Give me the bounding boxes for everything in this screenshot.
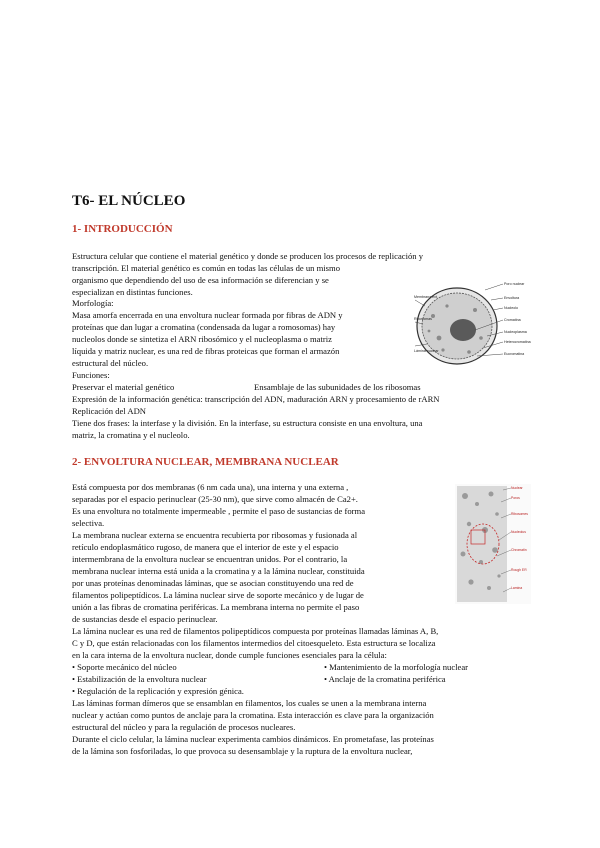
fig2-label-4: Chromatin bbox=[511, 548, 527, 552]
s2-line-3: selectiva. bbox=[72, 518, 105, 528]
section-1-heading: 1- INTRODUCCIÓN bbox=[72, 223, 173, 235]
fig2-label-5: Rough ER bbox=[511, 568, 527, 572]
s1-line2-0: Expresión de la información genética: transcripción del ADN, maduración ARN y procesamiento de rARN bbox=[72, 394, 440, 404]
s2-line-13: C y D, que están relacionadas con los filamentos intermedios del citoesqueleto. Esta estructura se localiza bbox=[72, 638, 436, 648]
s1-func-b: Ensamblaje de las subunidades de los ribosomas bbox=[254, 382, 421, 392]
fig1-label-7: Membrana ext. bbox=[414, 295, 438, 299]
fig1-label-8: Ribosomas bbox=[414, 317, 432, 321]
s1-line2-2: Tiene dos frases: la interfase y la división. En la interfase, su estructura consiste en una envoltura, una bbox=[72, 418, 423, 428]
s2-line-14: en la cara interna de la envoltura nuclear, donde cumple funciones esenciales para la célula: bbox=[72, 650, 387, 660]
nucleus-diagram-figure bbox=[413, 276, 531, 370]
s2-line-9: filamentos polipeptídicos. La lámina nuclear sirve de soporte mecánico y de lugar de bbox=[72, 590, 364, 600]
fig1-label-4: Nucleoplasma bbox=[504, 330, 527, 334]
s2-bullet-right-0: • Mantenimiento de la morfología nuclear bbox=[324, 662, 469, 672]
s2-line2-2: estructural del núcleo y para la regulación de procesos nucleares. bbox=[72, 722, 296, 732]
fig1-label-5: Heterocromatina bbox=[504, 340, 531, 344]
fig1-label-3: Cromatina bbox=[504, 318, 521, 322]
s2-line-6: intermembrana de la envoltura nuclear se encuentran unidos. Por el contrario, la bbox=[72, 554, 348, 564]
section-2-heading: 2- ENVOLTURA NUCLEAR, MEMBRANA NUCLEAR bbox=[72, 456, 339, 468]
s2-line-4: La membrana nuclear externa se encuentra recubierta por ribosomas y fusionada al bbox=[72, 530, 358, 540]
s1-line-10: Funciones: bbox=[72, 370, 110, 380]
s1-line-9: estructural del núcleo. bbox=[72, 358, 149, 368]
fig1-label-2: Nucleolo bbox=[504, 306, 518, 310]
s2-line-10: unión a las fibras de cromatina periféricas. La membrana interna no permite el paso bbox=[72, 602, 360, 612]
s1-line2-3: matriz, la cromatina y el nucleolo. bbox=[72, 430, 190, 440]
fig1-label-6: Eucromatina bbox=[504, 352, 525, 356]
s2-bullet-left-0: • Soporte mecánico del núcleo bbox=[72, 662, 177, 672]
s2-line-8: por unas proteínas denominadas láminas, que se asocian constituyendo una red de bbox=[72, 578, 354, 588]
fig1-label-0: Poro nuclear bbox=[504, 282, 525, 286]
s2-line-2: Es una envoltura no totalmente impermeable , permite el paso de sustancias de forma bbox=[72, 506, 366, 516]
fig1-label-1: Envoltura bbox=[504, 296, 520, 300]
fig2-label-6: Lamina bbox=[511, 586, 523, 590]
fig2-label-1: Poros bbox=[511, 496, 520, 500]
s2-line-1: separadas por el espacio perinuclear (25-30 nm), que sirve como almacén de Ca2+. bbox=[72, 494, 358, 504]
s1-func-a: Preservar el material genético bbox=[72, 382, 175, 392]
s2-line2-4: de la lámina son fosforiladas, lo que provoca su desensamblaje y la ruptura de la envoltura nuclear, bbox=[72, 746, 413, 756]
s2-line-11: de sustancias desde el espacio perinuclear. bbox=[72, 614, 218, 624]
s1-line-3: especializan en distintas funciones. bbox=[72, 287, 193, 297]
fig1-label-9: Lámina nuclear bbox=[414, 349, 439, 353]
s2-bullet-left-1: • Estabilización de la envoltura nuclear bbox=[72, 674, 207, 684]
s2-bullet-right-1: • Anclaje de la cromatina periférica bbox=[324, 674, 446, 684]
s1-line-5: Masa amorfa encerrada en una envoltura nuclear formada por fibras de ADN y bbox=[72, 310, 343, 320]
s2-line-0: Está compuesta por dos membranas (6 nm cada una), una interna y una externa , bbox=[72, 482, 349, 492]
fig2-label-2: Ribosomes bbox=[511, 512, 528, 516]
s1-line-8: líquida y matriz nuclear, es una red de fibras proteicas que forman el armazón bbox=[72, 346, 340, 356]
fig2-label-3: Nucleolus bbox=[511, 530, 526, 534]
s2-line2-1: nuclear y actúan como puntos de anclaje para la cromatina. Esta interacción es clave para la organización bbox=[72, 710, 434, 720]
s1-line-1: transcripción. El material genético es común en todas las células de un mismo bbox=[72, 263, 340, 273]
s2-line2-3: Durante el ciclo celular, la lámina nuclear experimenta cambios dinámicos. En prometafase, las proteínas bbox=[72, 734, 434, 744]
s1-line2-1: Replicación del ADN bbox=[72, 406, 146, 416]
s1-line-7: nucleolos donde se sintetiza el ARN ribosómico y el nucleoplasma o matriz bbox=[72, 334, 332, 344]
fig2-label-0: Nuclear bbox=[511, 486, 523, 490]
s2-line-7: membrana nuclear interna está unida a la cromatina y a la lámina nuclear, constituida bbox=[72, 566, 365, 576]
s2-line2-0: Las láminas forman dímeros que se ensamblan en filamentos, los cuales se unen a la membrana interna bbox=[72, 698, 427, 708]
s2-line-5: retículo endoplasmático rugoso, de manera que el interior de este y el espacio bbox=[72, 542, 339, 552]
s1-line-4: Morfología: bbox=[72, 298, 114, 308]
nuclear-envelope-figure bbox=[455, 484, 531, 604]
s1-line-0: Estructura celular que contiene el material genético y donde se producen los procesos de replicación y bbox=[72, 251, 424, 261]
s1-line-6: proteínas que dan lugar a cromatina (condensada da lugar a romosomas) hay bbox=[72, 322, 336, 332]
page-title: T6- EL NÚCLEO bbox=[72, 193, 186, 209]
s2-line-12: La lámina nuclear es una red de filamentos polipeptídicos compuesta por proteínas llamadas láminas A, B, bbox=[72, 626, 439, 636]
s1-line-2: organismo que dependiendo del uso de esa información se diferencian y se bbox=[72, 275, 329, 285]
s2-bullet-last: • Regulación de la replicación y expresión génica. bbox=[72, 686, 244, 696]
